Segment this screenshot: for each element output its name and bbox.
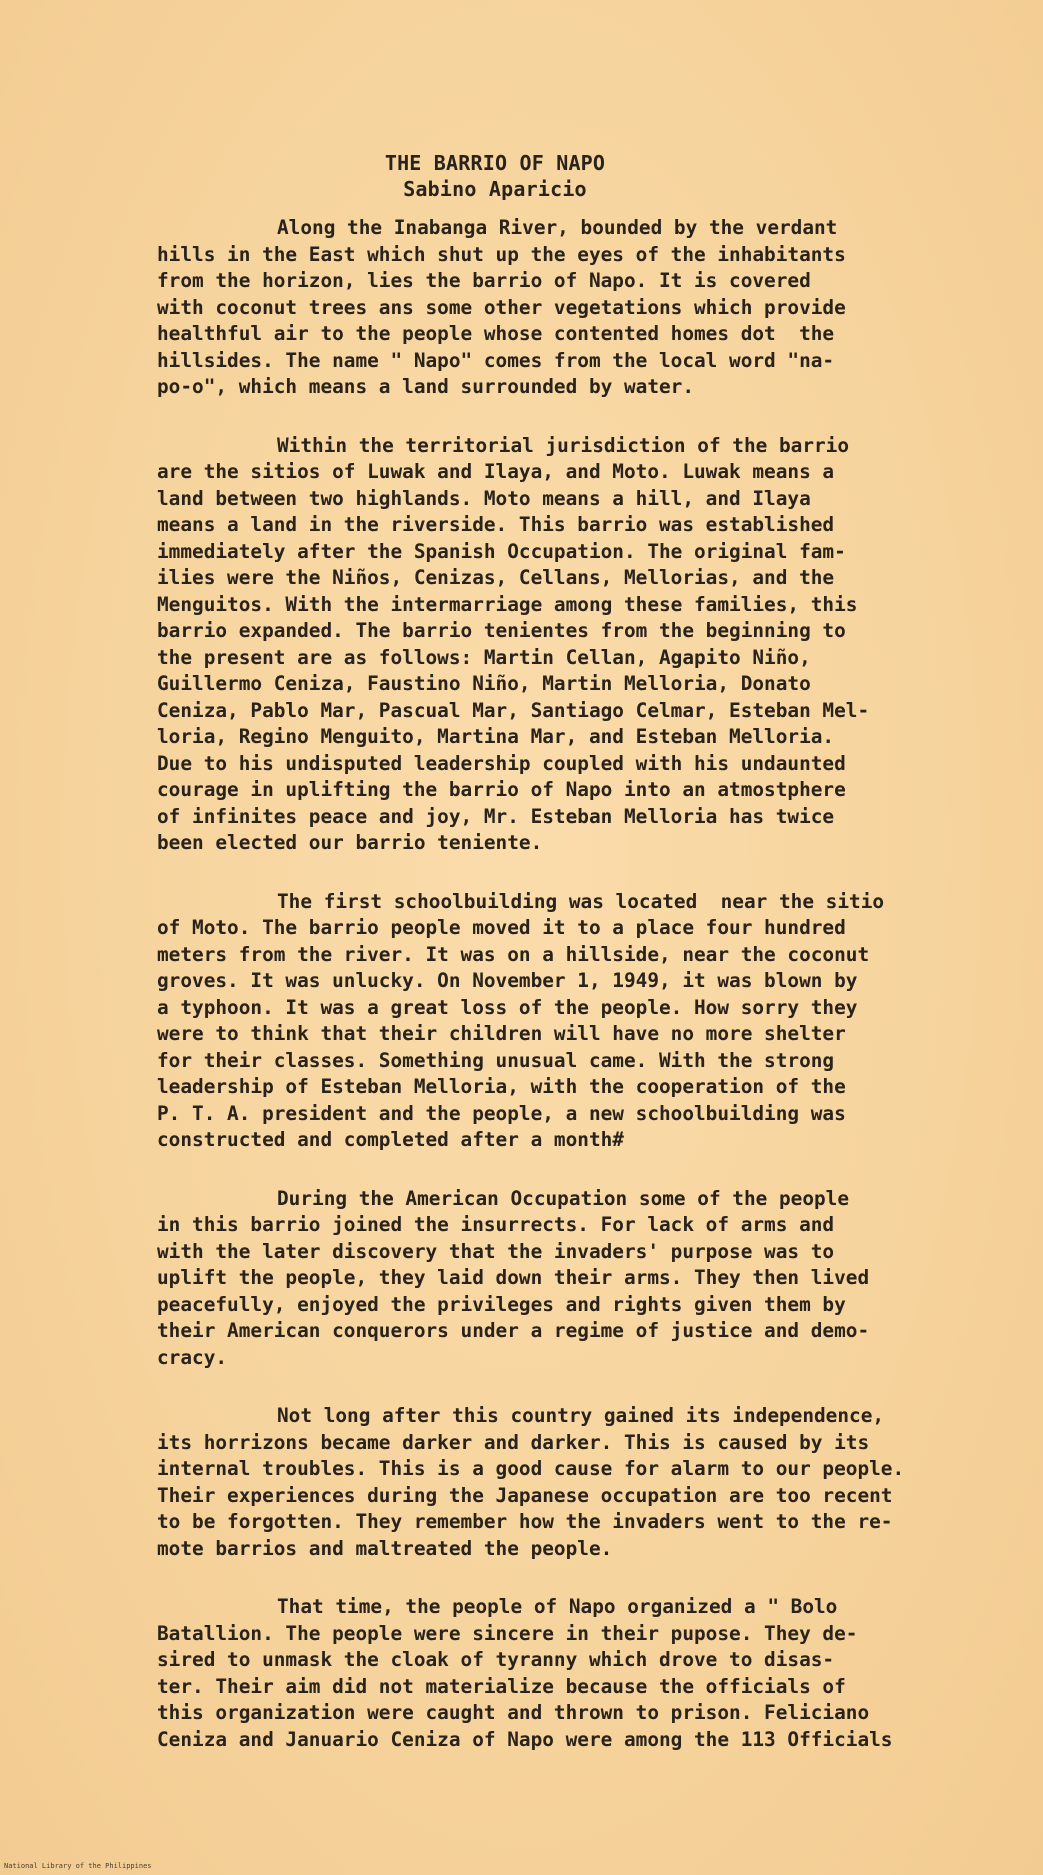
text-line: of infinites peace and joy, Mr. Esteban Melloria has twice [157,804,835,828]
text-line: in this barrio joined the insurrects. For lack of arms and [157,1213,835,1236]
title-block [330,150,660,202]
text-line: Menguitos. With the intermarriage among these families, this [157,592,858,616]
text-line: Within the territorial jurisdiction of the barrio [277,433,850,457]
document-author: Sabino Aparicio [403,177,587,201]
paragraph [157,215,937,401]
text-line: The first schoolbuilding was located near the sitio [277,889,885,913]
paragraph [157,1403,937,1562]
text-line: internal troubles. This is a good cause for alarm to our people. [157,1457,905,1480]
text-line: cracy. [157,1345,228,1369]
text-line: Ceniza, Pablo Mar, Pascual Mar, Santiago Celmar, Esteban Mel- [157,698,870,722]
text-line: Guillermo Ceniza, Faustino Niño, Martin Melloria, Donato [157,672,811,695]
text-line: from the horizon, lies the barrio of Napo. It is covered [157,269,811,292]
text-line: were to think that their children will have no more shelter [157,1022,846,1045]
text-line: Batallion. The people were sincere in their pupose. They de- [157,1621,858,1645]
text-line: means a land in the riverside. This barrio was established [157,513,835,536]
text-line: That time, the people of Napo organized a " Bolo [277,1595,838,1618]
text-line: Ceniza and Januario Ceniza of Napo were among the 113 Officials [157,1727,893,1751]
text-line: the present are as follows: Martin Cellan, Agapito Niño, [157,645,811,669]
text-line: meters from the river. It was on a hillside, near the coconut [157,942,870,966]
text-line: this organization were caught and thrown to prison. Feliciano [157,1701,870,1724]
text-line: barrio expanded. The barrio tenientes from the beginning to [157,619,846,642]
paragraph [157,1594,937,1753]
text-line: of Moto. The barrio people moved it to a place four hundred [157,916,846,939]
text-line: to be forgotten. They remember how the invaders went to the re- [157,1510,893,1533]
text-line: Not long after this country gained its independence, [277,1404,885,1427]
text-line: Due to his undisputed leadership coupled with his undaunted [157,751,846,775]
text-line: Their experiences during the Japanese occupation are too recent [157,1483,893,1507]
text-line: land between two highlands. Moto means a hill, and Ilaya [157,486,811,510]
library-footer: National Library of the Philippines [4,1862,152,1870]
text-line: hills in the East which shut up the eyes of the inhabitants [157,242,846,266]
text-line: hillsides. The name " Napo" comes from the local word "na- [157,348,835,372]
text-line: peacefully, enjoyed the privileges and rights given them by [157,1292,846,1316]
document-title: THE BARRIO OF NAPO [384,151,606,175]
text-line: sired to unmask the cloak of tyranny which drove to disas- [157,1648,835,1671]
document-body [157,215,937,1785]
text-line: for their classes. Something unusual came. With the strong [157,1048,835,1072]
text-line: its horrizons became darker and darker. This is caused by its [157,1430,870,1454]
text-line: leadership of Esteban Melloria, with the cooperation of the [157,1075,846,1098]
text-line: been elected our barrio teniente. [157,831,543,854]
text-line: Along the Inabanga River, bounded by the verdant [277,216,838,239]
text-line: healthful air to the people whose contented homes dot the [157,322,835,345]
text-line: courage in uplifting the barrio of Napo into an atmostphere [157,778,846,801]
paragraph [157,433,937,857]
paragraph [157,889,937,1154]
text-line: P. T. A. president and the people, a new schoolbuilding was [157,1101,846,1125]
text-line: their American conquerors under a regime of justice and demo- [157,1319,870,1342]
text-line: with the later discovery that the invaders' purpose was to [157,1239,835,1263]
text-line: with coconut trees ans some other vegetations which provide [157,295,846,319]
text-line: uplift the people, they laid down their arms. They then lived [157,1266,870,1289]
text-line: mote barrios and maltreated the people. [157,1536,613,1560]
text-line: immediately after the Spanish Occupation. The original fam- [157,539,846,563]
text-line: constructed and completed after a month# [157,1128,624,1151]
text-line: are the sitios of Luwak and Ilaya, and Moto. Luwak means a [157,460,835,483]
text-line: loria, Regino Menguito, Martina Mar, and Esteban Melloria. [157,725,835,748]
text-line: a typhoon. It was a great loss of the people. How sorry they [157,995,858,1019]
text-line: po-o", which means a land surrounded by water. [157,375,695,398]
text-line: ter. Their aim did not materialize because the officials of [157,1674,846,1698]
text-line: ilies were the Niños, Cenizas, Cellans, Mellorias, and the [157,566,835,589]
paragraph [157,1186,937,1372]
text-line: groves. It was unlucky. On November 1, 1949, it was blown by [157,969,858,992]
text-line: During the American Occupation some of the people [277,1186,850,1210]
